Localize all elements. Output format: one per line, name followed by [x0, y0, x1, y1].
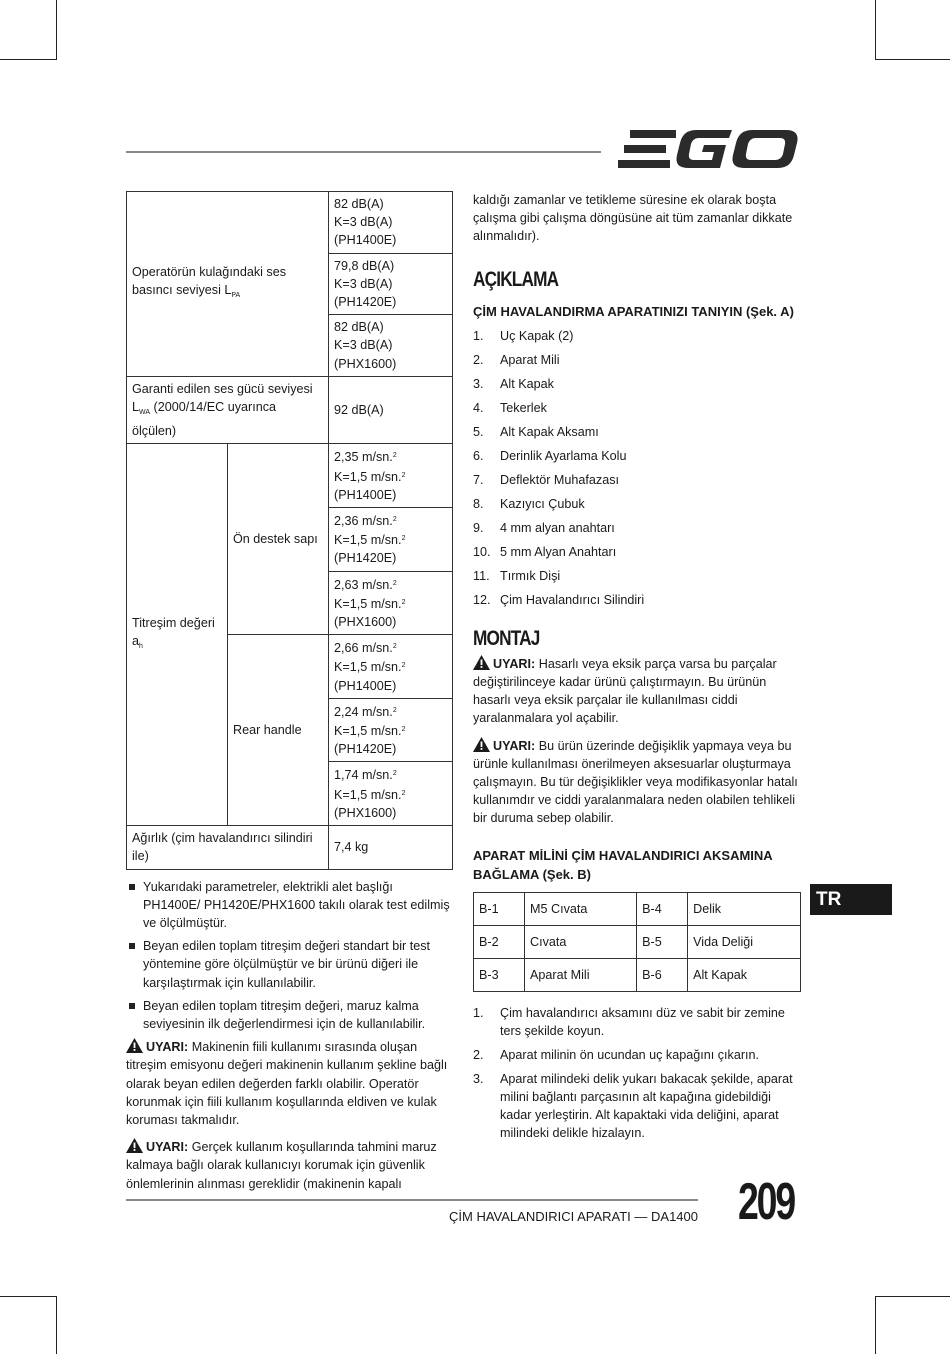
- assembly-subheading: APARAT MİLİNİ ÇİM HAVALANDIRICI AKSAMINA BAĞLAMA (Şek. B): [473, 847, 773, 882]
- crop-mark: [875, 0, 876, 60]
- spec-value: 82 dB(A) K=3 dB(A) (PHX1600): [329, 315, 453, 377]
- warning-icon: [473, 655, 490, 670]
- front-handle-label: Ön destek sapı: [228, 444, 329, 635]
- table-cell: Aparat Mili: [525, 958, 637, 991]
- warning-paragraph: UYARI: Gerçek kullanım koşullarında tahmini maruz kalmaya bağlı olarak kullanıcıyı korumak için güvenlik önlemlerinin alınması gereklidir (makinenin kapalı: [126, 1140, 437, 1191]
- weight-value: 7,4 kg: [329, 826, 453, 869]
- spec-value: 82 dB(A) K=3 dB(A) (PH1400E): [329, 192, 453, 254]
- parts-list: [473, 327, 803, 609]
- list-item: 4. Tekerlek: [473, 400, 547, 415]
- weight-label: Ağırlık (çim havalandırıcı silindiri ile): [127, 826, 329, 869]
- list-item: 10. 5 mm Alyan Anahtarı: [473, 544, 617, 559]
- spec-value: 2,24 m/sn.$^2$ K=1,5 m/sn.$^2$ (PH1420E): [329, 698, 453, 762]
- list-item: 2. Aparat Mili: [473, 352, 560, 367]
- steps-list: [473, 1004, 803, 1143]
- spec-value: 2,63 m/sn.$^2$ K=1,5 m/sn.$^2$ (PHX1600): [329, 571, 453, 635]
- crop-mark: [0, 1296, 57, 1297]
- vibration-label: Titreşim değeri $a_h$: [127, 444, 228, 826]
- table-cell: M5 Cıvata: [525, 892, 637, 925]
- description-heading: AÇIKLAMA: [473, 267, 559, 291]
- table-cell: B-2: [474, 925, 525, 958]
- crop-mark: [875, 59, 950, 60]
- warning-icon: [126, 1038, 143, 1053]
- spec-value: 1,74 m/sn.$^2$ K=1,5 m/sn.$^2$ (PHX1600): [329, 762, 453, 826]
- left-column: [126, 191, 453, 1202]
- page-number: 209: [738, 1173, 794, 1231]
- footer-rule: [126, 1199, 698, 1201]
- list-item: 7. Deflektör Muhafazası: [473, 472, 619, 487]
- sound-pressure-label: Operatörün kulağındaki ses basıncı seviyesi $L_{PA}$: [127, 192, 329, 377]
- warning-icon: [126, 1138, 143, 1153]
- table-cell: B-5: [637, 925, 688, 958]
- notes-list: [126, 878, 453, 1034]
- list-item: Beyan edilen toplam titreşim değeri standart bir test yöntemine göre ölçülmüştür ve bir ürünü diğeri ile karşılaştırmak için kullanılabilir.: [126, 937, 453, 992]
- table-row: [474, 925, 801, 958]
- warning-paragraph: UYARI: Makinenin fiili kullanımı sırasında oluşan titreşim emisyonu değeri makinenin kullanım şekline bağlı olarak beyan edilen değerden farklı olabilir. Operatör korunmak için fiili kullanım koşullarında eldiven ve kulak koruması takmalıdır.: [126, 1040, 448, 1127]
- table-cell: B-1: [474, 892, 525, 925]
- right-column: [473, 191, 803, 1148]
- list-item: 8. Kazıyıcı Çubuk: [473, 496, 585, 511]
- table-row: [474, 958, 801, 991]
- table-cell: B-4: [637, 892, 688, 925]
- spec-value: 79,8 dB(A) K=3 dB(A) (PH1420E): [329, 253, 453, 315]
- table-cell: Delik: [688, 892, 801, 925]
- list-item: 1. Uç Kapak (2): [473, 328, 574, 343]
- rear-handle-label: Rear handle: [228, 635, 329, 826]
- crop-mark: [0, 59, 57, 60]
- table-cell: Vida Deliği: [688, 925, 801, 958]
- list-item: 3. Alt Kapak: [473, 376, 554, 391]
- sound-power-value: 92 dB(A): [329, 376, 453, 444]
- description-subheading: ÇİM HAVALANDIRMA APARATINIZI TANIYIN (Şek. A): [473, 303, 794, 319]
- header-rule: [126, 151, 601, 153]
- table-cell: Cıvata: [525, 925, 637, 958]
- language-tab: TR: [810, 884, 892, 915]
- sound-power-label: Garanti edilen ses gücü seviyesi $L_{WA}$ (2000/14/EC uyarınca ölçülen): [127, 376, 329, 444]
- list-item: 6. Derinlik Ayarlama Kolu: [473, 448, 627, 463]
- list-item: Yukarıdaki parametreler, elektrikli alet başlığı PH1400E/ PH1420E/PHX1600 takılı olarak test edilmiş ve ölçülmüştür.: [126, 878, 453, 933]
- list-item: 2. Aparat milinin ön ucundan uç kapağını çıkarın.: [473, 1047, 760, 1062]
- spec-value: 2,35 m/sn.$^2$ K=1,5 m/sn.$^2$ (PH1400E): [329, 444, 453, 508]
- assembly-heading: MONTAJ: [473, 626, 540, 650]
- table-row: [474, 892, 801, 925]
- crop-mark: [56, 1296, 57, 1354]
- list-item: 12. Çim Havalandırıcı Silindiri: [473, 592, 645, 607]
- spec-value: 2,36 m/sn.$^2$ K=1,5 m/sn.$^2$ (PH1420E): [329, 508, 453, 572]
- table-cell: B-6: [637, 958, 688, 991]
- table-cell: Alt Kapak: [688, 958, 801, 991]
- warning-paragraph: UYARI: Hasarlı veya eksik parça varsa bu parçalar değiştirilinceye kadar ürünü çalıştırmayın. Bu ürünün hasarlı veya eksik parçalar ile kullanılması ciddi yaralanmalara yol açabilir.: [473, 656, 777, 726]
- list-item: 1. Çim havalandırıcı aksamını düz ve sabit bir zemine ters şekilde koyun.: [473, 1005, 785, 1038]
- crop-mark: [875, 1296, 950, 1297]
- footer-title: ÇİM HAVALANDIRICI APARATI — DA1400: [449, 1209, 698, 1224]
- warning-icon: [473, 737, 490, 752]
- list-item: 3. Aparat milindeki delik yukarı bakacak şekilde, aparat milini bağlantı parçasının alt kapağına gidebildiği kadar yerleştirin. Alt kapaktaki vida deliğini, aparat milindeki delikle hizalayın.: [473, 1071, 793, 1141]
- list-item: 9. 4 mm alyan anahtarı: [473, 520, 615, 535]
- intro-paragraph: kaldığı zamanlar ve tetikleme süresine ek olarak boşta çalışma gibi çalışma döngüsüne ait tüm zamanlar dikkate alınmalıdır).: [473, 193, 793, 244]
- warning-paragraph: UYARI: Bu ürün üzerinde değişiklik yapmaya veya bu ürünle kullanılması önerilmeyen aksesuarlar oluşturmaya çalışmayın. Bu tür değişiklikler veya modifikasyonlar hatalı kullanımdır ve ciddi yaralanmalara neden olabilen tehlikeli bir duruma sebep olabilir.: [473, 738, 798, 826]
- spec-value: 2,66 m/sn.$^2$ K=1,5 m/sn.$^2$ (PH1400E): [329, 635, 453, 699]
- list-item: Beyan edilen toplam titreşim değeri, maruz kalma seviyesinin ilk değerlendirmesi için de kullanılabilir.: [126, 997, 453, 1033]
- ego-logo: [618, 130, 800, 175]
- spec-table: [126, 191, 453, 870]
- table-cell: B-3: [474, 958, 525, 991]
- crop-mark: [56, 0, 57, 60]
- list-item: 11. Tırmık Dişi: [473, 568, 561, 583]
- parts-table: [473, 892, 801, 992]
- crop-mark: [875, 1296, 876, 1354]
- list-item: 5. Alt Kapak Aksamı: [473, 424, 599, 439]
